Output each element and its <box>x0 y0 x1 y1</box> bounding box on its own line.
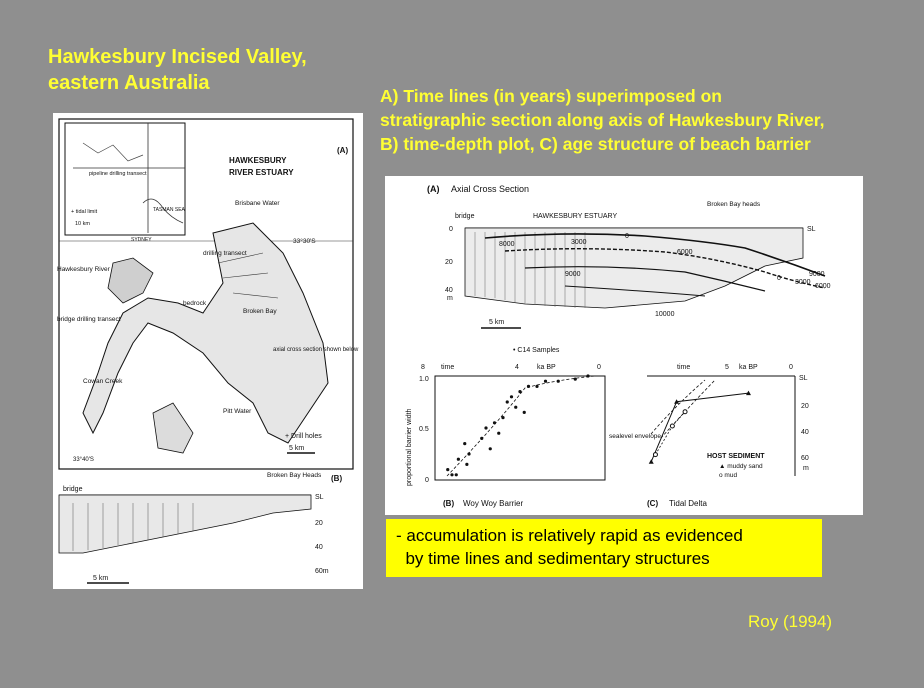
section-bridge: bridge <box>63 486 83 493</box>
chart-c-legend-sand: ▲ muddy sand <box>719 463 763 470</box>
figure-caption <box>380 84 910 156</box>
inset-sydney: SYDNEY <box>131 237 152 243</box>
chart-b-point <box>465 463 468 466</box>
label-cowan-creek: Cowan Creek <box>83 378 123 385</box>
inset-scale: 10 km <box>75 221 90 227</box>
inset-pipeline: pipeline drilling transect <box>89 171 147 177</box>
timeline-6000: 6000 <box>677 249 693 256</box>
panel-a-title: Axial Cross Section <box>451 184 530 194</box>
c14-legend: • C14 Samples <box>513 347 560 354</box>
chart-b-panel: (B) <box>443 499 455 508</box>
chart-c-sl: SL <box>799 375 808 382</box>
chart-b <box>406 364 605 508</box>
chart-b-point <box>446 468 449 471</box>
chart-b-tick-y0: 1.0 <box>419 376 429 383</box>
chart-c-line-muddy-sand <box>651 393 748 462</box>
timeline-6000b: 6000 <box>815 283 831 290</box>
chart-b-point <box>514 406 517 409</box>
chart-b-point <box>484 426 487 429</box>
chart-b-name: Woy Woy Barrier <box>463 499 524 508</box>
section-depth-40: 40 <box>315 544 323 551</box>
chart-c-name: Tidal Delta <box>669 499 707 508</box>
timeline-3000: 3000 <box>571 239 587 246</box>
chart-c-point <box>649 459 654 464</box>
chart-b-point <box>455 473 458 476</box>
slide-title-line2: eastern Australia <box>48 72 210 94</box>
chart-c-panel: (C) <box>647 499 659 508</box>
timeline-9000a: 9000 <box>565 271 581 278</box>
timeline-0: 0 <box>625 233 629 240</box>
section-figure <box>385 176 863 515</box>
chart-c <box>609 364 809 508</box>
depth-40: 40 <box>445 287 453 294</box>
timeline-0b: 0 <box>777 275 781 282</box>
inset-tidal-limit: + tidal limit <box>71 209 98 215</box>
chart-b-point <box>497 432 500 435</box>
chart-b-xlabel: time <box>441 364 455 371</box>
chart-b-tick-y2: 0 <box>425 477 429 484</box>
chart-c-tick-x1: 0 <box>789 364 793 371</box>
chart-b-xunit: ka BP <box>537 364 556 371</box>
chart-b-tick-y1: 0.5 <box>419 426 429 433</box>
caption-line3: B) time-depth plot, C) age structure of beach barrier <box>380 134 811 154</box>
chart-c-tick-y2: 60 <box>801 455 809 462</box>
label-bridge-drilling: bridge drilling transect <box>57 316 121 323</box>
label-hawkesbury-river: Hawkesbury River <box>57 266 110 273</box>
label-bedrock: bedrock <box>183 300 207 307</box>
slide-title-line1: Hawkesbury Incised Valley, <box>48 46 307 68</box>
depth-unit: m <box>447 295 453 302</box>
citation: Roy (1994) <box>748 612 833 631</box>
chart-c-xlabel: time <box>677 364 691 371</box>
map-title-2: RIVER ESTUARY <box>229 168 294 177</box>
inset-tasman: TASMAN SEA <box>153 207 185 213</box>
chart-c-point <box>653 453 657 457</box>
chart-b-tick-x0: 8 <box>421 364 425 371</box>
chart-b-tick-x2: 0 <box>597 364 601 371</box>
chart-b-tick-x1: 4 <box>515 364 519 371</box>
label-brisbane-water: Brisbane Water <box>235 200 280 207</box>
map-panel-b: (B) <box>331 474 343 483</box>
timeline-10000: 10000 <box>655 311 675 318</box>
chart-c-point <box>683 410 687 414</box>
chart-c-envelope: sealevel envelope <box>609 433 662 440</box>
chart-b-point <box>544 380 547 383</box>
note-line2: by time lines and sedimentary structures <box>396 549 710 568</box>
section-scale: 5 km <box>489 319 505 326</box>
section-heads: Broken Bay Heads <box>267 472 322 479</box>
label-drill-holes: + Drill holes <box>285 433 322 440</box>
inset-map <box>65 123 185 235</box>
label-sl: SL <box>807 226 816 233</box>
map-svg <box>53 113 363 589</box>
chart-b-point <box>489 447 492 450</box>
chart-c-xunit: ka BP <box>739 364 758 371</box>
chart-b-point <box>463 442 466 445</box>
timeline-8000: 8000 <box>499 241 515 248</box>
highlight-note <box>386 519 822 577</box>
section-svg <box>385 176 863 515</box>
map-title-1: HAWKESBURY <box>229 156 287 165</box>
section-depth-60: 60m <box>315 568 329 575</box>
chart-c-host: HOST SEDIMENT <box>707 453 765 460</box>
label-broken-bay: Broken Bay <box>243 308 277 315</box>
depth-20: 20 <box>445 259 453 266</box>
chart-b-point <box>506 400 509 403</box>
chart-b-points <box>446 374 589 476</box>
label-bridge: bridge <box>455 213 475 220</box>
chart-b-point <box>457 458 460 461</box>
label-pitt-water: Pitt Water <box>223 408 252 415</box>
label-drilling-transect: drilling transect <box>203 250 247 257</box>
label-lat-bottom: 33°40'S <box>73 457 94 463</box>
caption-line2: stratigraphic section along axis of Hawkesbury River, <box>380 110 825 130</box>
note-line1: - accumulation is relatively rapid as evidenced <box>396 526 743 545</box>
label-heads: Broken Bay heads <box>707 201 761 208</box>
chart-b-point <box>450 473 453 476</box>
section-depth-20: 20 <box>315 520 323 527</box>
chart-b-point <box>523 411 526 414</box>
label-estuary: HAWKESBURY ESTUARY <box>533 213 618 220</box>
panel-a-label: (A) <box>427 184 440 194</box>
map-panel-a: (A) <box>337 146 349 155</box>
chart-b-point <box>510 395 513 398</box>
chart-c-tick-x0: 5 <box>725 364 729 371</box>
chart-c-tick-y0: 20 <box>801 403 809 410</box>
section-sl: SL <box>315 494 324 501</box>
chart-c-yunit: m <box>803 465 809 472</box>
label-lat-top: 33°30'S <box>293 238 316 245</box>
caption-line1: A) Time lines (in years) superimposed on <box>380 86 722 106</box>
map-scale: 5 km <box>289 445 305 452</box>
chart-c-tick-y1: 40 <box>801 429 809 436</box>
timeline-9000b: 9000 <box>809 271 825 278</box>
label-axial-note: axial cross section shown below <box>273 347 359 353</box>
chart-c-legend-mud: o mud <box>719 472 738 479</box>
section-scale: 5 km <box>93 575 109 582</box>
section-fill <box>59 495 311 553</box>
map-figure <box>53 113 363 589</box>
depth-0: 0 <box>449 226 453 233</box>
slide-title <box>48 44 307 96</box>
chart-b-ylabel: proportional barrier width <box>406 408 413 486</box>
chart-c-point <box>670 424 674 428</box>
timeline-3000b: 3000 <box>795 279 811 286</box>
